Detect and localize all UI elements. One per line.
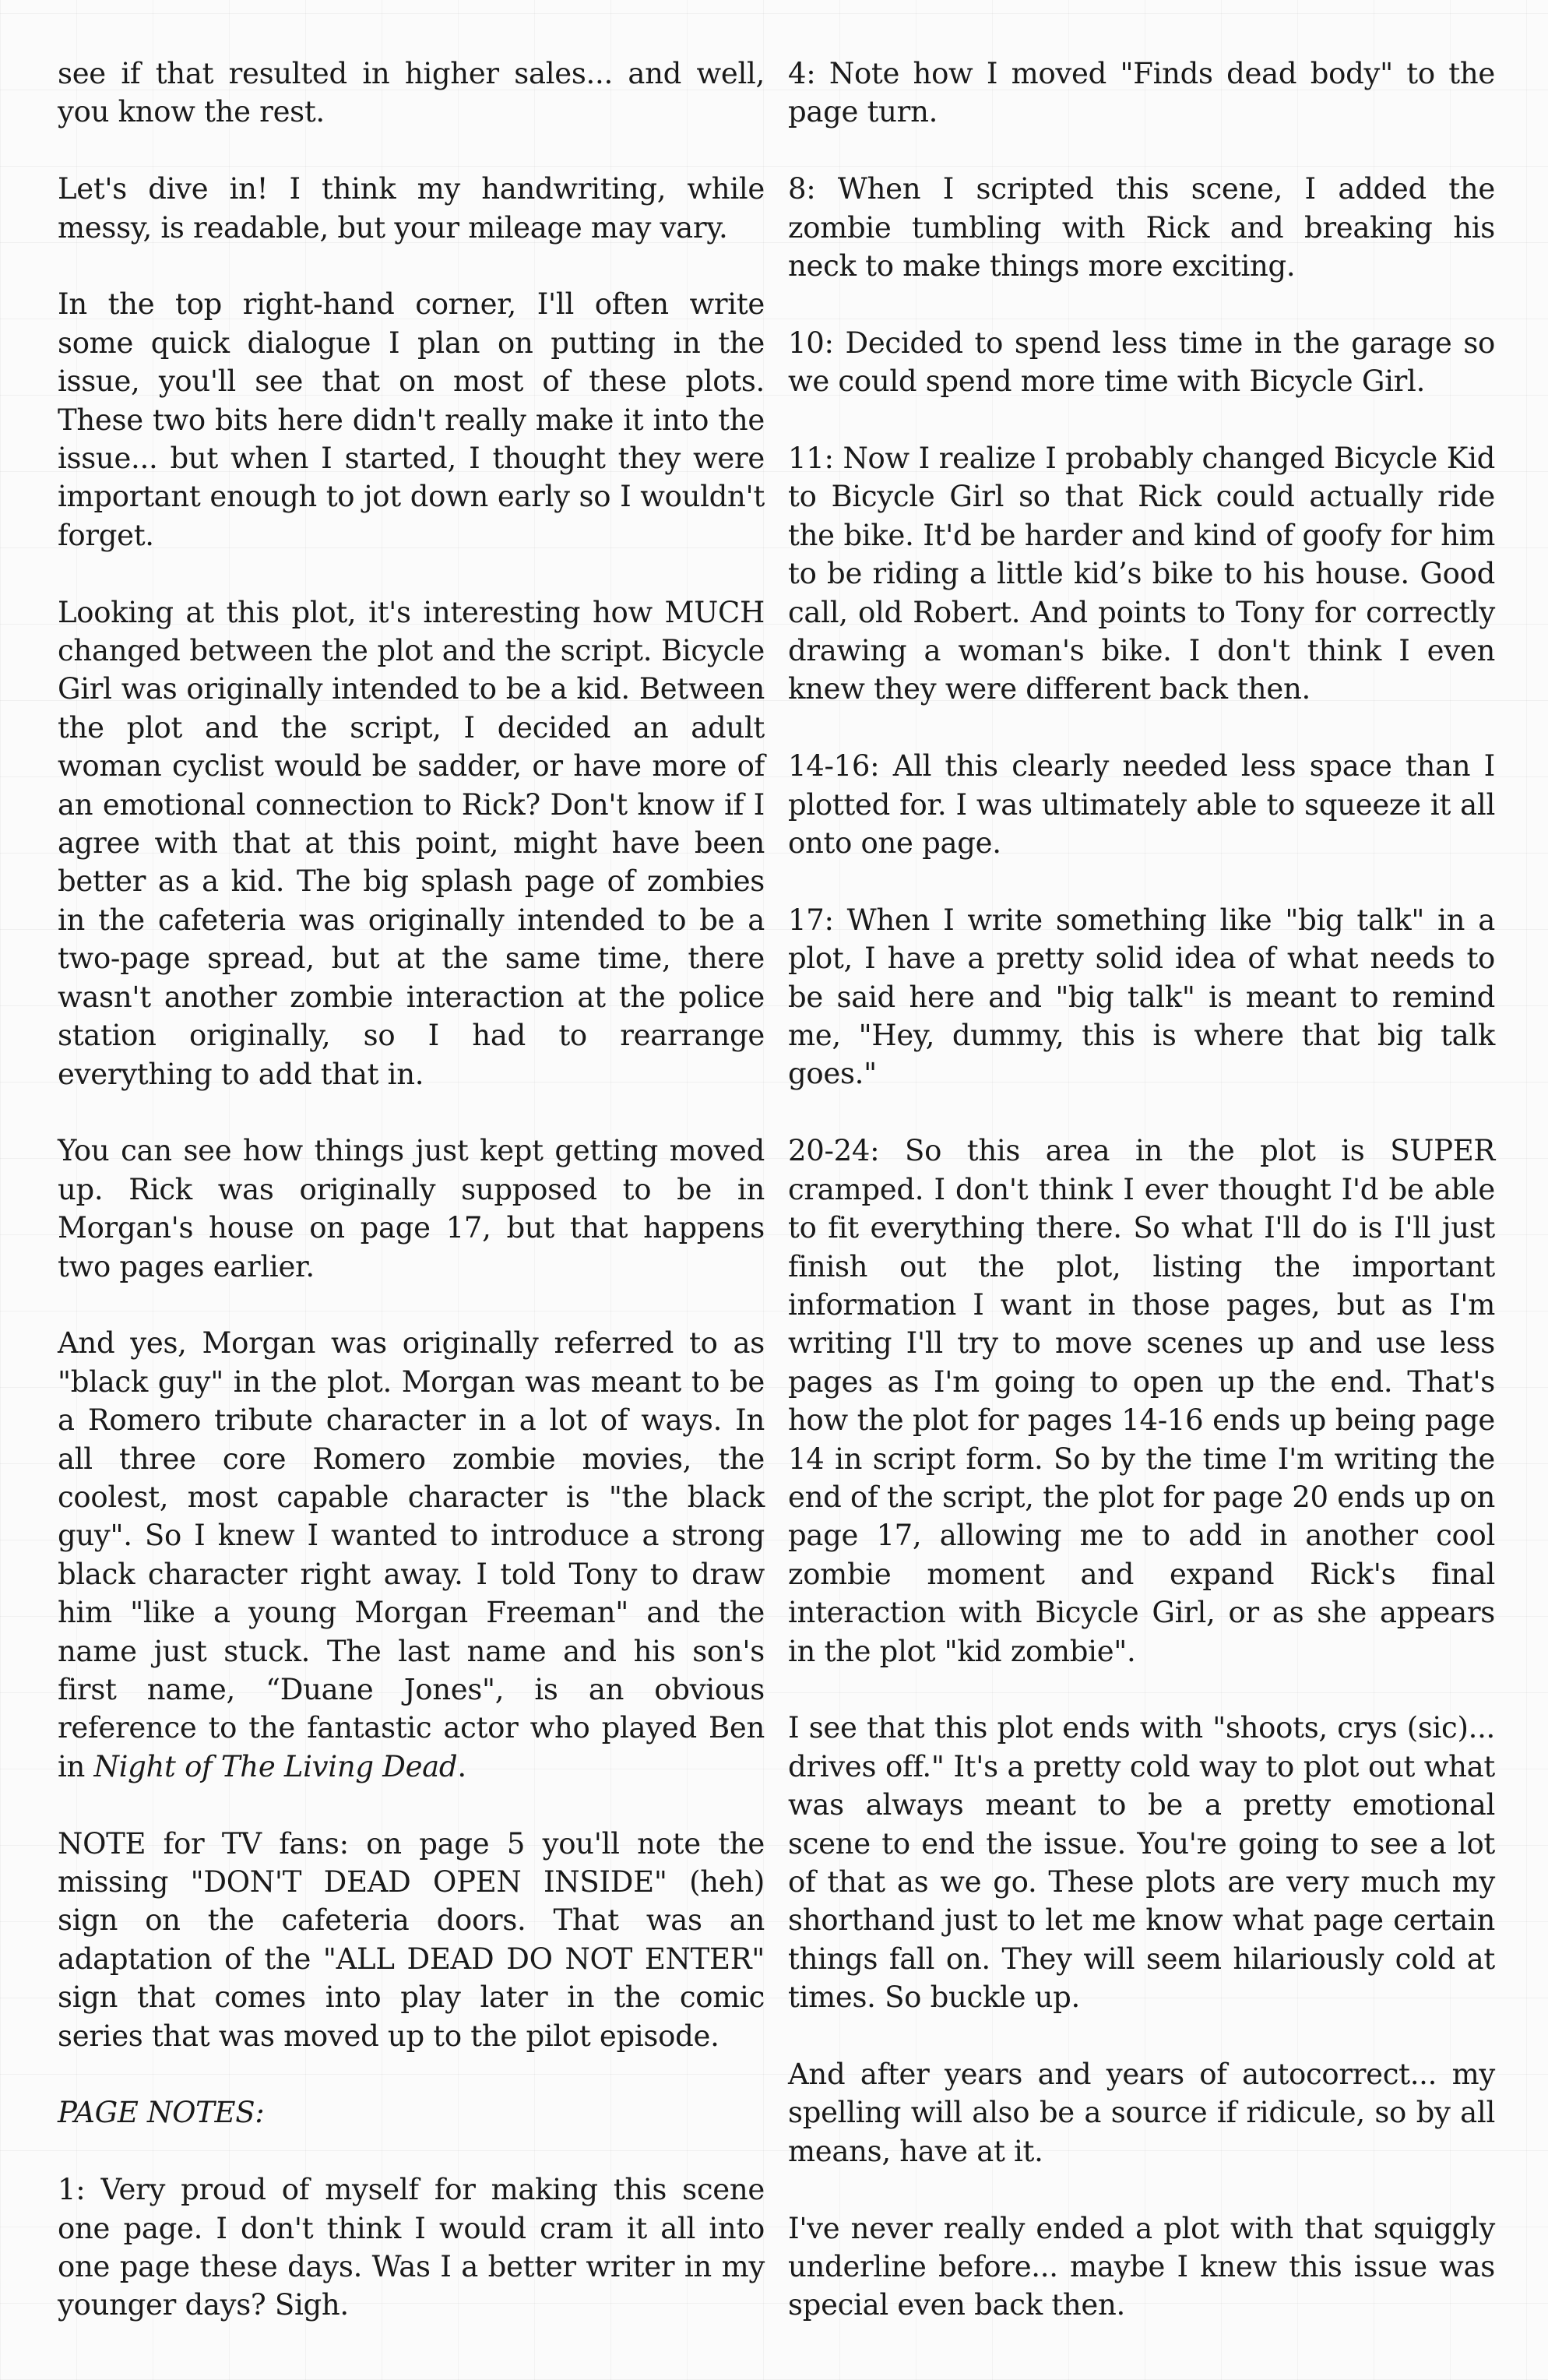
note-pages-14-16: 14-16: All this clearly needed less space than I plotted for. I was ultimately able to squeeze it all onto one page.	[788, 749, 1495, 861]
note-page-17: 17: When I write something like "big talk" in a plot, I have a pretty solid idea of what needs to be said here and "big talk" is meant to remind me, "Hey, dummy, this is where that big talk goes."	[788, 903, 1495, 1091]
note-page-8: 8: When I scripted this scene, I added the zombie tumbling with Rick and breaking his neck to make things more exciting.	[788, 172, 1495, 283]
note-page-11: 11: Now I realize I probably changed Bicycle Kid to Bicycle Girl so that Rick could actually ride the bike. It'd be harder and kind of goofy for him to be riding a little kid’s bike to his house. Good call, old Robert. And points to Tony for correctly drawing a woman's bike. I don't think I even knew they were different back then.	[788, 442, 1495, 706]
note-page-4: 4: Note how I moved "Finds dead body" to the page turn.	[788, 57, 1495, 129]
right-column	[788, 55, 1495, 2325]
note-page-10: 10: Decided to spend less time in the garage so we could spend more time with Bicycle Girl.	[788, 326, 1495, 399]
paragraph-shoots: I see that this plot ends with "shoots, crys (sic)... drives off." It's a pretty cold way to plot out what was always meant to be a pretty emotional scene to end the issue. You're going to see a lot of that as we go. These plots are very much my shorthand just to let me know what page certain things fall on. They will seem hilariously cold at times. So buckle up.	[788, 1711, 1495, 2015]
note-page-1: 1: Very proud of myself for making this scene one page. I don't think I would cram it all into one page these days. Was I a better writer in my younger days? Sigh.	[58, 2173, 765, 2322]
paragraph-moved-up: You can see how things just kept getting moved up. Rick was originally supposed to be in Morgan's house on page 17, but that happens two pages earlier.	[58, 1134, 765, 1283]
left-column	[58, 55, 765, 2325]
paragraph-morgan-text: And yes, Morgan was originally referred to as "black guy" in the plot. Morgan was meant to be a Romero tribute character in a lot of ways. In all three core Romero zombie movies, the coolest, most capable character is "the black guy". So I knew I wanted to introduce a strong black character right away. I told Tony to draw him "like a young Morgan Freeman" and the name just stuck. The last name and his son's first name, “Duane Jones", is an obvious reference to the fantastic actor who played Ben in	[58, 1326, 765, 1783]
paragraph-plot-changes: Looking at this plot, it's interesting how MUCH changed between the plot and the script. Bicycle Girl was originally intended to be a kid. Between the plot and the script, I decided an adult woman cyclist would be sadder, or have more of an emotional connection to Rick? Don't know if I agree with that at this point, might have been better as a kid. The big splash page of zombies in the cafeteria was originally intended to be a two-page spread, but at the same time, there wasn't another zombie interaction at the police station originally, so I had to rearrange everything to add that in.	[58, 595, 765, 1091]
paragraph-tv-note: NOTE for TV fans: on page 5 you'll note the missing "DON'T DEAD OPEN INSIDE" (heh) sign on the cafeteria doors. That was an adaptation of the "ALL DEAD DO NOT ENTER" sign that comes into play later in the comic series that was moved up to the pilot episode.	[58, 1826, 765, 2053]
paragraph-dive-in: Let's dive in! I think my handwriting, while messy, is readable, but your mileage may vary.	[58, 172, 765, 245]
paragraph-squiggly: I've never really ended a plot with that squiggly underline before... maybe I knew this issue was special even back then.	[788, 2211, 1495, 2322]
film-title: Night of The Living Dead	[93, 1749, 458, 1783]
paragraph-sales: see if that resulted in higher sales... and well, you know the rest.	[58, 57, 765, 129]
note-pages-20-24: 20-24: So this area in the plot is SUPER cramped. I don't think I ever thought I'd be able to fit everything there. So what I'll do is I'll just finish out the plot, listing the important information I want in those pages, but as I'm writing I'll try to move scenes up and use less pages as I'm going to open up the end. That's how the plot for pages 14-16 ends up being page 14 in script form. So by the time I'm writing the end of the script, the plot for page 20 ends up on page 17, allowing me to add in another cool zombie moment and expand Rick's final interaction with Bicycle Girl, or as she appears in the plot "kid zombie".	[788, 1134, 1495, 1668]
paragraph-top-right-corner: In the top right-hand corner, I'll often write some quick dialogue I plan on putting in the issue, you'll see that on most of these plots. These two bits here didn't really make it into the issue... but when I started, I thought they were important enough to jot down early so I wouldn't forget.	[58, 287, 765, 552]
paragraph-autocorrect: And after years and years of autocorrect... my spelling will also be a source if ridicule, so by all means, have at it.	[788, 2058, 1495, 2168]
paragraph-morgan-end: .	[457, 1749, 466, 1783]
page-notes-heading: PAGE NOTES:	[58, 2096, 265, 2130]
paragraph-morgan	[58, 1324, 765, 1786]
